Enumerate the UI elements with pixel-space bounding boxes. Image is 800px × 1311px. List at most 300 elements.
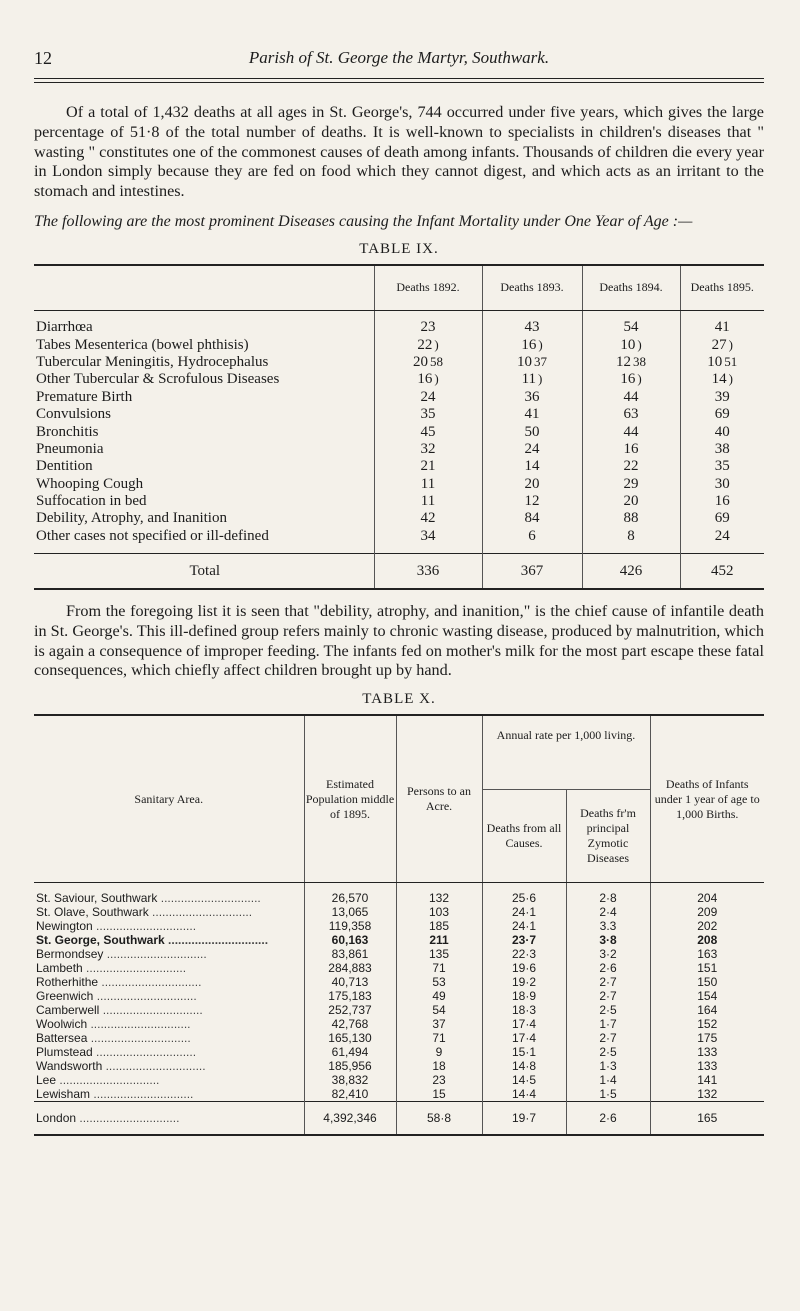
table-ix-cell bbox=[482, 441, 582, 458]
table-x-row bbox=[34, 933, 764, 947]
table-ix-value: 88 bbox=[623, 510, 639, 527]
table-x-persons-cell: 15 bbox=[396, 1087, 482, 1102]
running-title: Parish of St. George the Martyr, Southwark. bbox=[248, 48, 550, 67]
table-x-header-persons: Persons to an Acre. bbox=[396, 715, 482, 883]
table-ix-value: 32 bbox=[420, 440, 436, 457]
sanitary-area-label: St. Saviour, Southwark bbox=[36, 891, 158, 906]
table-ix-row-label: Suffocation in bed bbox=[36, 493, 147, 510]
table-ix-corner bbox=[34, 265, 374, 311]
table-x-infants-cell: 152 bbox=[650, 1017, 764, 1031]
page-header bbox=[34, 0, 764, 68]
leader-dots: .............................. bbox=[99, 1003, 203, 1018]
table-ix-value: 11 bbox=[521, 371, 537, 388]
table-ix-cell bbox=[482, 493, 582, 510]
table-ix-value: 20 bbox=[623, 493, 639, 510]
leader-dots: .............................. bbox=[87, 1017, 191, 1032]
table-ix-value: 54 bbox=[623, 319, 639, 336]
sanitary-area-label: Battersea bbox=[36, 1031, 88, 1046]
table-ix-value: 69 bbox=[714, 510, 730, 527]
table-ix-cell bbox=[680, 371, 764, 388]
table-ix-value: 20 bbox=[413, 353, 428, 370]
leader-dots: .............................. bbox=[157, 891, 261, 906]
table-ix-value: 16 bbox=[714, 493, 730, 510]
table-ix-cell bbox=[582, 441, 680, 458]
sanitary-area-label: Camberwell bbox=[36, 1003, 100, 1018]
table-ix-title: TABLE IX. bbox=[359, 240, 439, 257]
table-x-row bbox=[34, 961, 764, 975]
sanitary-area-label: Plumstead bbox=[36, 1045, 93, 1060]
table-x-header-all-causes: Deaths from all Causes. bbox=[482, 790, 566, 883]
table-ix-row-label: Pneumonia bbox=[36, 440, 104, 457]
table-x-row bbox=[34, 1087, 764, 1102]
brace-mark: ) bbox=[434, 371, 439, 387]
table-ix-row-label: Premature Birth bbox=[36, 388, 133, 405]
brace-mark: ) bbox=[728, 336, 733, 352]
table-ix-value: 50 bbox=[524, 423, 540, 440]
table-x-all-causes-cell: 17·4 bbox=[482, 1031, 566, 1045]
table-x-zymotic-cell: 2·6 bbox=[566, 1102, 650, 1136]
table-x-persons-cell: 71 bbox=[396, 1031, 482, 1045]
table-x-all-causes-cell: 14·4 bbox=[482, 1087, 566, 1102]
table-x-infants-cell: 209 bbox=[650, 905, 764, 919]
page-number: 12 bbox=[34, 48, 52, 68]
table-ix-cell bbox=[582, 310, 680, 336]
table-ix-value: 24 bbox=[524, 440, 540, 457]
table-ix-cell bbox=[374, 476, 482, 493]
table-ix-row bbox=[34, 423, 764, 440]
table-ix-row bbox=[34, 389, 764, 406]
table-x-all-causes-cell: 17·4 bbox=[482, 1017, 566, 1031]
table-ix-row bbox=[34, 441, 764, 458]
table-ix-cell bbox=[482, 476, 582, 493]
table-ix-value: 41 bbox=[524, 406, 540, 423]
table-ix-value: 11 bbox=[420, 493, 436, 510]
table-ix-cell bbox=[582, 493, 680, 510]
table-x-zymotic-cell: 2·5 bbox=[566, 1045, 650, 1059]
table-ix-value: 10 bbox=[707, 353, 723, 370]
table-x-population-cell: 40,713 bbox=[304, 975, 396, 989]
table-ix-cell bbox=[374, 371, 482, 388]
table-ix-value: 6 bbox=[528, 527, 536, 544]
table-x-population-cell: 42,768 bbox=[304, 1017, 396, 1031]
sanitary-area-name bbox=[34, 1045, 304, 1059]
table-ix-value: 14 bbox=[524, 458, 540, 475]
table-ix-cell bbox=[374, 406, 482, 423]
table-x-infants-cell: 204 bbox=[650, 883, 764, 906]
table-x-population-cell: 4,392,346 bbox=[304, 1102, 396, 1136]
table-x-zymotic-cell: 2·8 bbox=[566, 883, 650, 906]
sanitary-area-name bbox=[34, 883, 304, 906]
leader-dots: .............................. bbox=[87, 1031, 191, 1046]
table-ix-cell bbox=[482, 310, 582, 336]
table-x-all-causes-cell: 24·1 bbox=[482, 905, 566, 919]
table-ix-value: 63 bbox=[623, 406, 639, 423]
table-ix-value: 44 bbox=[623, 388, 639, 405]
table-x-row bbox=[34, 989, 764, 1003]
sanitary-area-label: Rotherhithe bbox=[36, 975, 99, 990]
tubercular-group-total: 51 bbox=[724, 353, 738, 369]
table-ix-cell bbox=[582, 528, 680, 554]
table-ix-row-label: Bronchitis bbox=[36, 423, 99, 440]
table-x-infants-cell: 141 bbox=[650, 1073, 764, 1087]
table-x-all-causes-cell: 22·3 bbox=[482, 947, 566, 961]
table-ix-cell bbox=[374, 458, 482, 475]
table-x-infants-cell: 151 bbox=[650, 961, 764, 975]
table-ix-row bbox=[34, 458, 764, 475]
table-x-zymotic-cell: 3·8 bbox=[566, 933, 650, 947]
table-ix-value: 35 bbox=[420, 406, 436, 423]
table-x-row bbox=[34, 1003, 764, 1017]
table-ix-value: 34 bbox=[420, 527, 436, 544]
table-x-header-zymotic: Deaths fr'm principal Zymotic Diseases bbox=[566, 790, 650, 883]
table-ix-row bbox=[34, 310, 764, 336]
leader-dots: .............................. bbox=[93, 989, 197, 1004]
table-x-persons-cell: 49 bbox=[396, 989, 482, 1003]
table-ix-cell bbox=[374, 423, 482, 440]
table-ix-cell bbox=[680, 510, 764, 527]
table-x bbox=[34, 714, 764, 1136]
table-x-all-causes-cell: 15·1 bbox=[482, 1045, 566, 1059]
table-ix-cell bbox=[482, 354, 582, 371]
table-ix-cell bbox=[582, 354, 680, 371]
table-ix-cell bbox=[374, 354, 482, 371]
table-ix-cell bbox=[680, 493, 764, 510]
table-ix-value: 10 bbox=[517, 353, 532, 370]
table-ix-total-value: 367 bbox=[482, 554, 582, 590]
sanitary-area-label: Newington bbox=[36, 919, 93, 934]
leader-dots: .............................. bbox=[82, 961, 187, 976]
table-x-zymotic-cell: 1·4 bbox=[566, 1073, 650, 1087]
table-ix-cell bbox=[680, 310, 764, 336]
table-x-zymotic-cell: 2·7 bbox=[566, 989, 650, 1003]
table-x-all-causes-cell: 25·6 bbox=[482, 883, 566, 906]
table-ix-value: 16 bbox=[620, 371, 636, 388]
table-ix-cell bbox=[582, 406, 680, 423]
table-x-all-causes-cell: 19·2 bbox=[482, 975, 566, 989]
table-x-population-cell: 175,183 bbox=[304, 989, 396, 1003]
table-ix-cell bbox=[680, 441, 764, 458]
table-x-all-causes-cell: 24·1 bbox=[482, 919, 566, 933]
table-ix-value: 84 bbox=[524, 510, 540, 527]
table-x-infants-cell: 133 bbox=[650, 1045, 764, 1059]
table-x-zymotic-cell: 3·2 bbox=[566, 947, 650, 961]
table-ix-header-cell: Deaths 1894. bbox=[582, 265, 680, 311]
table-x-persons-cell: 103 bbox=[396, 905, 482, 919]
table-ix-cell bbox=[482, 458, 582, 475]
table-ix-row-label: Diarrhœa bbox=[36, 319, 93, 336]
tubercular-group-total: 58 bbox=[430, 353, 443, 369]
table-ix-value: 11 bbox=[420, 475, 436, 492]
table-ix-cell bbox=[374, 336, 482, 353]
table-x-all-causes-cell: 14·5 bbox=[482, 1073, 566, 1087]
table-ix-cell bbox=[680, 458, 764, 475]
table-ix-row-label: Tubercular Meningitis, Hydrocephalus bbox=[36, 353, 269, 370]
table-ix-value: 41 bbox=[714, 319, 730, 336]
table-x-all-causes-cell: 19·7 bbox=[482, 1102, 566, 1136]
table-ix-value: 22 bbox=[623, 458, 639, 475]
table-ix-cell bbox=[374, 493, 482, 510]
table-x-row bbox=[34, 883, 764, 906]
table-ix bbox=[34, 264, 764, 590]
table-x-persons-cell: 37 bbox=[396, 1017, 482, 1031]
table-x-infants-cell: 208 bbox=[650, 933, 764, 947]
table-x-population-cell: 165,130 bbox=[304, 1031, 396, 1045]
table-ix-cell bbox=[582, 371, 680, 388]
sanitary-area-name bbox=[34, 933, 304, 947]
paragraph-table-intro: The following are the most prominent Diseases causing the Infant Mortality under One Year of Age :— bbox=[34, 212, 693, 230]
table-ix-cell bbox=[582, 476, 680, 493]
brace-mark: ) bbox=[637, 336, 642, 352]
table-ix-value: 10 bbox=[620, 336, 636, 353]
table-ix-value: 24 bbox=[420, 388, 436, 405]
table-x-population-cell: 83,861 bbox=[304, 947, 396, 961]
table-x-persons-cell: 23 bbox=[396, 1073, 482, 1087]
table-ix-value: 39 bbox=[714, 388, 730, 405]
table-x-row bbox=[34, 1045, 764, 1059]
table-x-population-cell: 60,163 bbox=[304, 933, 396, 947]
table-ix-cell bbox=[680, 336, 764, 353]
sanitary-area-name bbox=[34, 947, 304, 961]
table-x-persons-cell: 9 bbox=[396, 1045, 482, 1059]
table-ix-cell bbox=[582, 510, 680, 527]
table-x-population-cell: 119,358 bbox=[304, 919, 396, 933]
table-ix-row bbox=[34, 493, 764, 510]
table-x-population-cell: 185,956 bbox=[304, 1059, 396, 1073]
table-ix-value: 38 bbox=[714, 440, 730, 457]
table-x-row bbox=[34, 1059, 764, 1073]
table-x-population-cell: 26,570 bbox=[304, 883, 396, 906]
table-x-zymotic-cell: 1·5 bbox=[566, 1087, 650, 1102]
table-x-london-row bbox=[34, 1102, 764, 1136]
table-ix-cell bbox=[374, 389, 482, 406]
table-x-header-row-top bbox=[34, 715, 764, 790]
table-ix-row-label: Debility, Atrophy, and Inanition bbox=[36, 510, 227, 527]
table-x-population-cell: 38,832 bbox=[304, 1073, 396, 1087]
table-ix-row bbox=[34, 528, 764, 554]
table-ix-value: 21 bbox=[420, 458, 436, 475]
table-x-persons-cell: 185 bbox=[396, 919, 482, 933]
table-ix-value: 36 bbox=[524, 388, 540, 405]
document-page bbox=[34, 0, 764, 1136]
table-x-row bbox=[34, 919, 764, 933]
table-ix-cell bbox=[482, 389, 582, 406]
sanitary-area-label: Lambeth bbox=[36, 961, 83, 976]
table-ix-total-value: 336 bbox=[374, 554, 482, 590]
table-x-infants-cell: 165 bbox=[650, 1102, 764, 1136]
table-x-infants-cell: 163 bbox=[650, 947, 764, 961]
table-ix-value: 35 bbox=[714, 458, 730, 475]
table-x-population-cell: 252,737 bbox=[304, 1003, 396, 1017]
brace-mark: ) bbox=[538, 371, 543, 387]
table-ix-value: 43 bbox=[524, 319, 540, 336]
table-x-infants-cell: 150 bbox=[650, 975, 764, 989]
table-ix-row bbox=[34, 371, 764, 388]
sanitary-area-label: Woolwich bbox=[36, 1017, 88, 1032]
table-ix-cell bbox=[374, 441, 482, 458]
header-rule bbox=[34, 78, 764, 83]
sanitary-area-name bbox=[34, 1003, 304, 1017]
table-ix-cell bbox=[582, 389, 680, 406]
brace-mark: ) bbox=[637, 371, 642, 387]
brace-mark: ) bbox=[728, 371, 733, 387]
table-x-persons-cell: 132 bbox=[396, 883, 482, 906]
table-x-zymotic-cell: 2·7 bbox=[566, 975, 650, 989]
table-x-header-population: Estimated Population middle of 1895. bbox=[304, 715, 396, 883]
table-ix-value: 30 bbox=[714, 475, 730, 492]
table-ix-row bbox=[34, 354, 764, 371]
table-x-zymotic-cell: 3.3 bbox=[566, 919, 650, 933]
table-x-body bbox=[34, 883, 764, 1136]
table-ix-cell bbox=[680, 406, 764, 423]
table-x-infants-cell: 202 bbox=[650, 919, 764, 933]
table-ix-value: 23 bbox=[420, 319, 436, 336]
table-x-infants-cell: 132 bbox=[650, 1087, 764, 1102]
table-ix-cell bbox=[680, 528, 764, 554]
paragraph-debility-analysis: From the foregoing list it is seen that "debility, atrophy, and inanition," is the chief cause of infantile death in St. George's. This ill-defined group refers mainly to chronic wasting disease, produced by malnutrition, which is again a consequence of improper feeding. The infants fed on mother's milk for the most part escape these fatal consequences, which chiefly affect children brought up by hand. bbox=[34, 602, 764, 680]
leader-dots: .............................. bbox=[103, 947, 207, 962]
table-ix-cell bbox=[680, 354, 764, 371]
table-ix-value: 22 bbox=[417, 336, 433, 353]
leader-dots: .............................. bbox=[164, 933, 269, 948]
table-ix-header-row bbox=[34, 265, 764, 311]
table-ix-value: 27 bbox=[711, 336, 727, 353]
table-x-row bbox=[34, 1017, 764, 1031]
table-ix-row-label: Other cases not specified or ill-defined bbox=[36, 527, 269, 544]
leader-dots: .............................. bbox=[92, 1045, 197, 1060]
table-x-all-causes-cell: 18·3 bbox=[482, 1003, 566, 1017]
table-ix-value: 69 bbox=[714, 406, 730, 423]
sanitary-area-name bbox=[34, 1102, 304, 1136]
table-x-population-cell: 61,494 bbox=[304, 1045, 396, 1059]
sanitary-area-name bbox=[34, 1017, 304, 1031]
table-ix-total-value: 426 bbox=[582, 554, 680, 590]
sanitary-area-name bbox=[34, 919, 304, 933]
sanitary-area-name bbox=[34, 1073, 304, 1087]
table-x-header-area: Sanitary Area. bbox=[34, 715, 304, 883]
table-x-persons-cell: 58·8 bbox=[396, 1102, 482, 1136]
sanitary-area-name bbox=[34, 1059, 304, 1073]
table-ix-value: 8 bbox=[627, 527, 635, 544]
table-x-zymotic-cell: 1·7 bbox=[566, 1017, 650, 1031]
table-x-population-cell: 284,883 bbox=[304, 961, 396, 975]
sanitary-area-label: Lee bbox=[36, 1073, 57, 1088]
table-x-row bbox=[34, 975, 764, 989]
table-ix-value: 24 bbox=[714, 527, 730, 544]
table-ix-total-row bbox=[34, 554, 764, 590]
table-ix-cell bbox=[482, 406, 582, 423]
table-ix-total-value: 452 bbox=[680, 554, 764, 590]
table-ix-cell bbox=[482, 423, 582, 440]
table-x-persons-cell: 54 bbox=[396, 1003, 482, 1017]
table-ix-row-label: Convulsions bbox=[36, 406, 112, 423]
sanitary-area-name bbox=[34, 905, 304, 919]
table-ix-cell bbox=[680, 423, 764, 440]
table-x-zymotic-cell: 2·6 bbox=[566, 961, 650, 975]
sanitary-area-name bbox=[34, 975, 304, 989]
table-x-persons-cell: 211 bbox=[396, 933, 482, 947]
sanitary-area-name bbox=[34, 1087, 304, 1102]
table-ix-value: 16 bbox=[521, 336, 537, 353]
table-x-population-cell: 82,410 bbox=[304, 1087, 396, 1102]
table-ix-row bbox=[34, 336, 764, 353]
table-ix-row-label: Whooping Cough bbox=[36, 475, 144, 492]
table-ix-total-label: Total bbox=[34, 554, 374, 590]
table-ix-cell bbox=[374, 310, 482, 336]
table-x-infants-cell: 133 bbox=[650, 1059, 764, 1073]
sanitary-area-name bbox=[34, 1031, 304, 1045]
table-ix-cell bbox=[482, 528, 582, 554]
table-x-infants-cell: 175 bbox=[650, 1031, 764, 1045]
table-x-persons-cell: 71 bbox=[396, 961, 482, 975]
tubercular-group-total: 38 bbox=[633, 353, 646, 369]
table-ix-cell bbox=[680, 389, 764, 406]
leader-dots: .............................. bbox=[56, 1073, 160, 1088]
table-ix-cell bbox=[680, 476, 764, 493]
leader-dots: .............................. bbox=[98, 975, 202, 990]
table-ix-cell bbox=[374, 510, 482, 527]
table-x-header-infants: Deaths of Infants under 1 year of age to 1,000 Births. bbox=[650, 715, 764, 883]
table-ix-value: 12 bbox=[524, 493, 540, 510]
sanitary-area-label: Lewisham bbox=[36, 1087, 91, 1102]
table-x-row bbox=[34, 1073, 764, 1087]
table-ix-value: 16 bbox=[623, 440, 639, 457]
table-x-all-causes-cell: 18·9 bbox=[482, 989, 566, 1003]
table-ix-value: 14 bbox=[711, 371, 727, 388]
leader-dots: .............................. bbox=[102, 1059, 206, 1074]
table-x-header-annual-rate: Annual rate per 1,000 living. bbox=[482, 715, 650, 790]
sanitary-area-label: St. George, Southwark bbox=[36, 933, 165, 948]
table-ix-header-cell: Deaths 1893. bbox=[482, 265, 582, 311]
table-ix-body bbox=[34, 310, 764, 589]
table-ix-row-label: Other Tubercular & Scrofulous Diseases bbox=[36, 371, 280, 388]
table-ix-value: 40 bbox=[714, 423, 730, 440]
table-x-all-causes-cell: 14·8 bbox=[482, 1059, 566, 1073]
table-ix-cell bbox=[482, 336, 582, 353]
sanitary-area-label: Greenwich bbox=[36, 989, 94, 1004]
table-x-persons-cell: 53 bbox=[396, 975, 482, 989]
sanitary-area-label: London bbox=[36, 1111, 77, 1126]
table-x-persons-cell: 18 bbox=[396, 1059, 482, 1073]
table-x-persons-cell: 135 bbox=[396, 947, 482, 961]
table-ix-cell bbox=[582, 458, 680, 475]
table-ix-value: 45 bbox=[420, 423, 436, 440]
brace-mark: ) bbox=[434, 336, 439, 352]
table-x-infants-cell: 164 bbox=[650, 1003, 764, 1017]
sanitary-area-name bbox=[34, 989, 304, 1003]
leader-dots: .............................. bbox=[90, 1087, 194, 1102]
table-ix-row-label: Tabes Mesenterica (bowel phthisis) bbox=[36, 336, 249, 353]
tubercular-group-total: 37 bbox=[534, 353, 547, 369]
table-ix-value: 12 bbox=[616, 353, 631, 370]
table-ix-row bbox=[34, 510, 764, 527]
table-ix-row bbox=[34, 476, 764, 493]
table-ix-value: 29 bbox=[623, 475, 639, 492]
table-x-population-cell: 13,065 bbox=[304, 905, 396, 919]
table-x-zymotic-cell: 2·4 bbox=[566, 905, 650, 919]
table-x-infants-cell: 154 bbox=[650, 989, 764, 1003]
table-x-title: TABLE X. bbox=[362, 691, 436, 708]
table-x-row bbox=[34, 1031, 764, 1045]
table-ix-cell bbox=[582, 423, 680, 440]
sanitary-area-label: Bermondsey bbox=[36, 947, 104, 962]
table-ix-row-label: Dentition bbox=[36, 458, 93, 475]
table-ix-cell bbox=[582, 336, 680, 353]
table-ix-cell bbox=[482, 510, 582, 527]
sanitary-area-label: St. Olave, Southwark bbox=[36, 905, 149, 920]
table-x-zymotic-cell: 2·7 bbox=[566, 1031, 650, 1045]
sanitary-area-label: Wandsworth bbox=[36, 1059, 103, 1074]
table-ix-cell bbox=[482, 371, 582, 388]
